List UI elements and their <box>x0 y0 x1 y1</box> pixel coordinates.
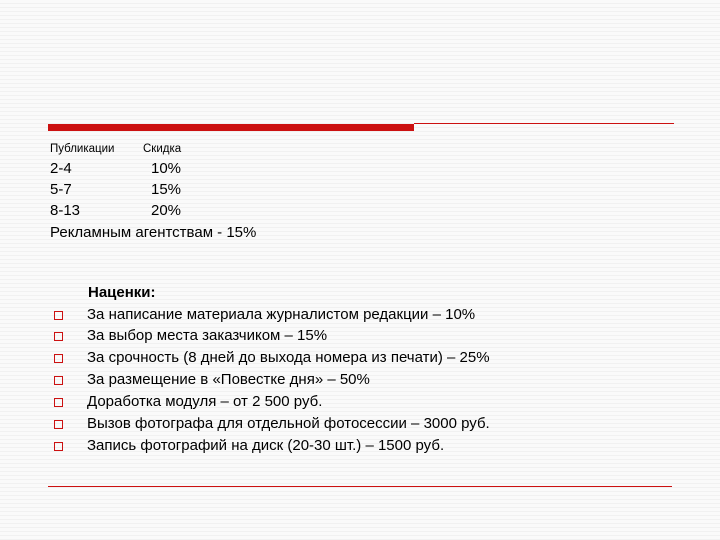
discount-percent: 10% <box>151 160 182 177</box>
square-bullet-icon <box>54 398 63 407</box>
publications-range: 5-7 <box>50 181 72 198</box>
markup-item-text: Запись фотографий на диск (20-30 шт.) – 1500 руб. <box>87 437 445 454</box>
markup-item-text: Доработка модуля – от 2 500 руб. <box>87 393 323 410</box>
square-bullet-icon <box>54 420 63 429</box>
markups-title: Наценки: <box>88 284 156 301</box>
publications-header: Публикации <box>50 143 115 155</box>
square-bullet-icon <box>54 311 63 320</box>
markup-item <box>54 349 654 369</box>
markup-item-text: Вызов фотографа для отдельной фотосессии – 3000 руб. <box>87 415 490 432</box>
markup-item <box>54 306 654 326</box>
markup-item <box>54 371 654 391</box>
discount-percent: 20% <box>151 202 182 219</box>
square-bullet-icon <box>54 376 63 385</box>
square-bullet-icon <box>54 332 63 341</box>
square-bullet-icon <box>54 354 63 363</box>
markup-item <box>54 415 654 435</box>
top-red-rule <box>48 124 414 131</box>
markup-item-text: За написание материала журналистом редакции – 10% <box>87 306 476 323</box>
markup-item <box>54 437 654 457</box>
square-bullet-icon <box>54 442 63 451</box>
top-thin-rule <box>414 123 674 124</box>
publications-range: 2-4 <box>50 160 72 177</box>
discount-header: Скидка <box>143 143 182 155</box>
discount-percent: 15% <box>151 181 182 198</box>
markup-item-text: За срочность (8 дней до выхода номера из печати) – 25% <box>87 349 490 366</box>
bottom-rule <box>48 486 672 487</box>
publications-range: 8-13 <box>50 202 81 219</box>
markup-item <box>54 393 654 413</box>
agency-discount-note: Рекламным агентствам - 15% <box>50 224 257 241</box>
markup-item-text: За размещение в «Повестке дня» – 50% <box>87 371 370 388</box>
markup-item-text: За выбор места заказчиком – 15% <box>87 327 328 344</box>
markup-item <box>54 327 654 347</box>
